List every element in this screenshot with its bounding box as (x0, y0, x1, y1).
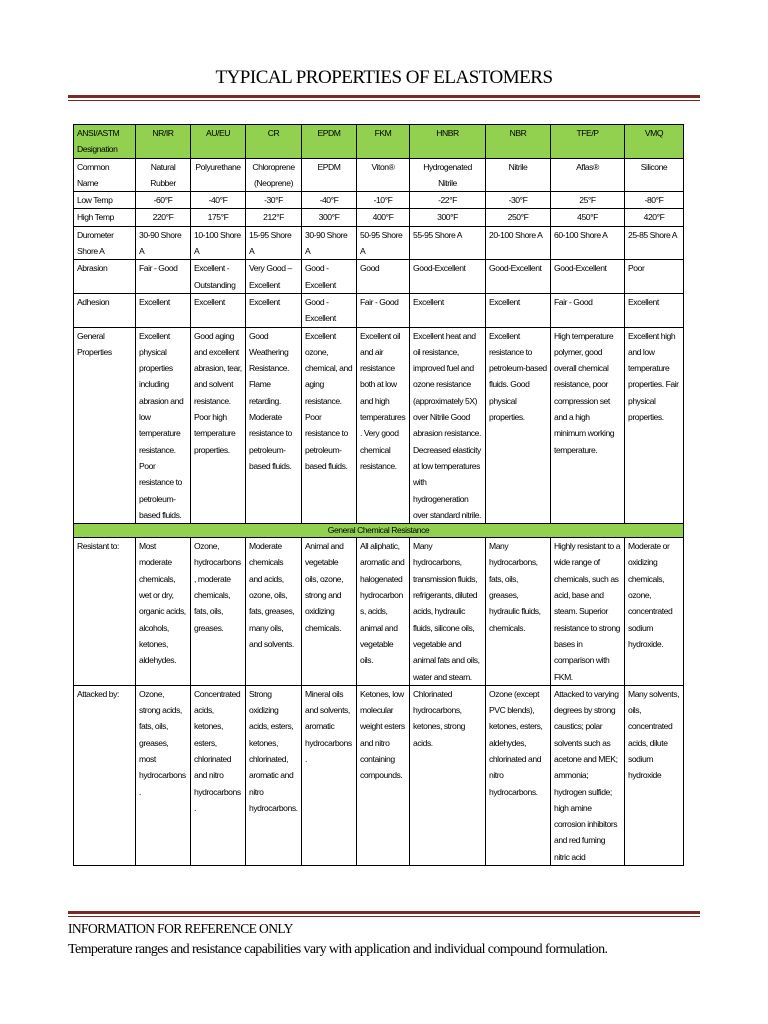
table-cell: Excellent high and low temperature properties. Fair physical properties. (625, 327, 684, 524)
section-label: General Chemical Resistance (74, 524, 684, 538)
table-cell: Moderate chemicals and acids, ozone, oils, fats, greases, many oils, and solvents. (246, 538, 302, 686)
table-cell: -30°F (486, 192, 551, 209)
table-cell: Strong oxidizing acids, esters, ketones, chlorinated, aromatic and nitro hydrocarbons. (246, 685, 302, 865)
table-cell: Highly resistant to a wide range of chemicals, such as acid, base and steam. Superior resistance to strong bases in comparison with FKM. (551, 538, 625, 686)
row-label-cell: High Temp (74, 209, 136, 226)
table-cell: Excellent (246, 293, 302, 327)
table-cell: -30°F (246, 192, 302, 209)
table-cell: Animal and vegetable oils, ozone, strong and oxidizing chemicals. (302, 538, 357, 686)
header-cell: NBR (486, 125, 551, 159)
table-cell: 212°F (246, 209, 302, 226)
table-cell: Natural Rubber (136, 158, 191, 192)
table-cell: -10°F (357, 192, 410, 209)
header-cell: AU/EU (191, 125, 246, 159)
elastomer-properties-table (73, 124, 684, 866)
table-cell: Mineral oils and solvents, aromatic hydrocarbons. (302, 685, 357, 865)
header-cell: CR (246, 125, 302, 159)
row-label-cell: Low Temp (74, 192, 136, 209)
table-row (74, 209, 684, 226)
table-cell: Excellent (486, 293, 551, 327)
table-cell: Good aging and excellent abrasion, tear, and solvent resistance. Poor high temperature properties. (191, 327, 246, 524)
table-cell: 25°F (551, 192, 625, 209)
bottom-divider (68, 911, 700, 917)
table-cell: 175°F (191, 209, 246, 226)
table-cell: Good-Excellent (410, 260, 486, 294)
table-cell: Good-Excellent (551, 260, 625, 294)
table-cell: Excellent heat and oil resistance, improved fuel and ozone resistance (approximately 5X) over Nitrile Good abrasion resistance. Decreased elasticity at low temperatures with hydrogeneration over standard nitrile. (410, 327, 486, 524)
table-cell: 250°F (486, 209, 551, 226)
table-cell: 400°F (357, 209, 410, 226)
table-cell: High temperature polymer, good overall chemical resistance, poor compression set and a high minimum working temperature. (551, 327, 625, 524)
row-label-cell: Resistant to: (74, 538, 136, 686)
table-cell: All aliphatic, aromatic and halogenated hydrocarbons, acids, animal and vegetable oils. (357, 538, 410, 686)
table-row (74, 158, 684, 192)
table-cell: Ketones, low molecular weight esters and nitro containing compounds. (357, 685, 410, 865)
table-cell: Aflas® (551, 158, 625, 192)
table-cell: EPDM (302, 158, 357, 192)
table-cell: Excellent - Outstanding (191, 260, 246, 294)
table-cell: 15-95 Shore A (246, 226, 302, 260)
table-cell: -60°F (136, 192, 191, 209)
table-cell: Excellent (191, 293, 246, 327)
table-cell: -22°F (410, 192, 486, 209)
table-cell: Moderate or oxidizing chemicals, ozone, concentrated sodium hydroxide. (625, 538, 684, 686)
table-cell: 30-90 Shore A (136, 226, 191, 260)
section-row (74, 524, 684, 538)
table-cell: Excellent oil and air resistance both at low and high temperatures. Very good chemical resistance. (357, 327, 410, 524)
table-row (74, 260, 684, 294)
table-cell: 50-95 Shore A (357, 226, 410, 260)
row-label-cell: Adhesion (74, 293, 136, 327)
reference-notice: INFORMATION FOR REFERENCE ONLY (68, 921, 293, 936)
table-row (74, 293, 684, 327)
row-label-cell: General Properties (74, 327, 136, 524)
table-row (74, 538, 684, 686)
table-cell: Polyurethane (191, 158, 246, 192)
row-label-cell: Abrasion (74, 260, 136, 294)
table-cell: Very Good – Excellent (246, 260, 302, 294)
row-label-cell: Common Name (74, 158, 136, 192)
table-row (74, 327, 684, 524)
row-label-cell: Durometer Shore A (74, 226, 136, 260)
table-cell: 55-95 Shore A (410, 226, 486, 260)
table-cell: Concentrated acids, ketones, esters, chlorinated and nitro hydrocarbons. (191, 685, 246, 865)
table-cell: Hydrogenated Nitrile (410, 158, 486, 192)
table-cell: Many solvents, oils, concentrated acids, dilute sodium hydroxide (625, 685, 684, 865)
table-cell: Excellent (625, 293, 684, 327)
table-cell: 20-100 Shore A (486, 226, 551, 260)
table-cell: Poor (625, 260, 684, 294)
table-cell: Good-Excellent (486, 260, 551, 294)
table-cell: Excellent ozone, chemical, and aging resistance. Poor resistance to petroleum-based fluids. (302, 327, 357, 524)
disclaimer-text: Temperature ranges and resistance capabilities vary with application and individual compound formulation. (68, 942, 608, 957)
table-cell: Chlorinated hydrocarbons, ketones, strong acids. (410, 685, 486, 865)
row-label-cell: Attacked by: (74, 685, 136, 865)
table-body (74, 125, 684, 866)
table-cell: Ozone, strong acids, fats, oils, greases, most hydrocarbons. (136, 685, 191, 865)
table-cell: 60-100 Shore A (551, 226, 625, 260)
table-cell: Fair - Good (551, 293, 625, 327)
table-cell: Many hydrocarbons, fats, oils, greases, hydraulic fluids, chemicals. (486, 538, 551, 686)
table-cell: Excellent physical properties including abrasion and low temperature resistance. Poor resistance to petroleum-based fluids. (136, 327, 191, 524)
table-cell: 10-100 Shore A (191, 226, 246, 260)
table-cell: Good (357, 260, 410, 294)
table-cell: Fair - Good (357, 293, 410, 327)
table-cell: Fair - Good (136, 260, 191, 294)
table-row (74, 192, 684, 209)
table-cell: Chloroprene (Neoprene) (246, 158, 302, 192)
table-cell: Excellent (136, 293, 191, 327)
table-cell: Good - Excellent (302, 293, 357, 327)
table-cell: Viton® (357, 158, 410, 192)
table-cell: 300°F (302, 209, 357, 226)
table-cell: Excellent (410, 293, 486, 327)
table-cell: Excellent resistance to petroleum-based fluids. Good physical properties. (486, 327, 551, 524)
table-cell: Many hydrocarbons, transmission fluids, refrigerants, diluted acids, hydraulic fluids, silicone oils, vegetable and animal fats and oils, water and steam. (410, 538, 486, 686)
table-cell: 30-90 Shore A (302, 226, 357, 260)
table-cell: 420°F (625, 209, 684, 226)
table-cell: Good Weathering Resistance. Flame retarding. Moderate resistance to petroleum-based fluids. (246, 327, 302, 524)
header-cell: TFE/P (551, 125, 625, 159)
table-cell: Silicone (625, 158, 684, 192)
table-cell: Most moderate chemicals, wet or dry, organic acids, alcohols, ketones, aldehydes. (136, 538, 191, 686)
table-cell: 25-85 Shore A (625, 226, 684, 260)
table-cell: Ozone, hydrocarbons, moderate chemicals, fats, oils, greases. (191, 538, 246, 686)
table-cell: -80°F (625, 192, 684, 209)
table-cell: Ozone (except PVC blends), ketones, esters, aldehydes, chlorinated and nitro hydrocarbons. (486, 685, 551, 865)
table-cell: -40°F (191, 192, 246, 209)
table-row (74, 685, 684, 865)
header-cell: NR/IR (136, 125, 191, 159)
table-header-row (74, 125, 684, 159)
page-title: TYPICAL PROPERTIES OF ELASTOMERS (215, 67, 553, 88)
table-cell: Attacked to varying degrees by strong caustics; polar solvents such as acetone and MEK; ammonia; hydrogen sulfide; high amine corrosion inhibitors and red fuming nitric acid (551, 685, 625, 865)
table-cell: Nitrile (486, 158, 551, 192)
table-cell: 450°F (551, 209, 625, 226)
table-row (74, 226, 684, 260)
header-cell: FKM (357, 125, 410, 159)
header-cell: EPDM (302, 125, 357, 159)
table-cell: 300°F (410, 209, 486, 226)
header-cell: VMQ (625, 125, 684, 159)
header-cell: ANSI/ASTM Designation (74, 125, 136, 159)
table-cell: -40°F (302, 192, 357, 209)
table-cell: 220°F (136, 209, 191, 226)
table-cell: Good - Excellent (302, 260, 357, 294)
top-divider (68, 95, 700, 101)
header-cell: HNBR (410, 125, 486, 159)
